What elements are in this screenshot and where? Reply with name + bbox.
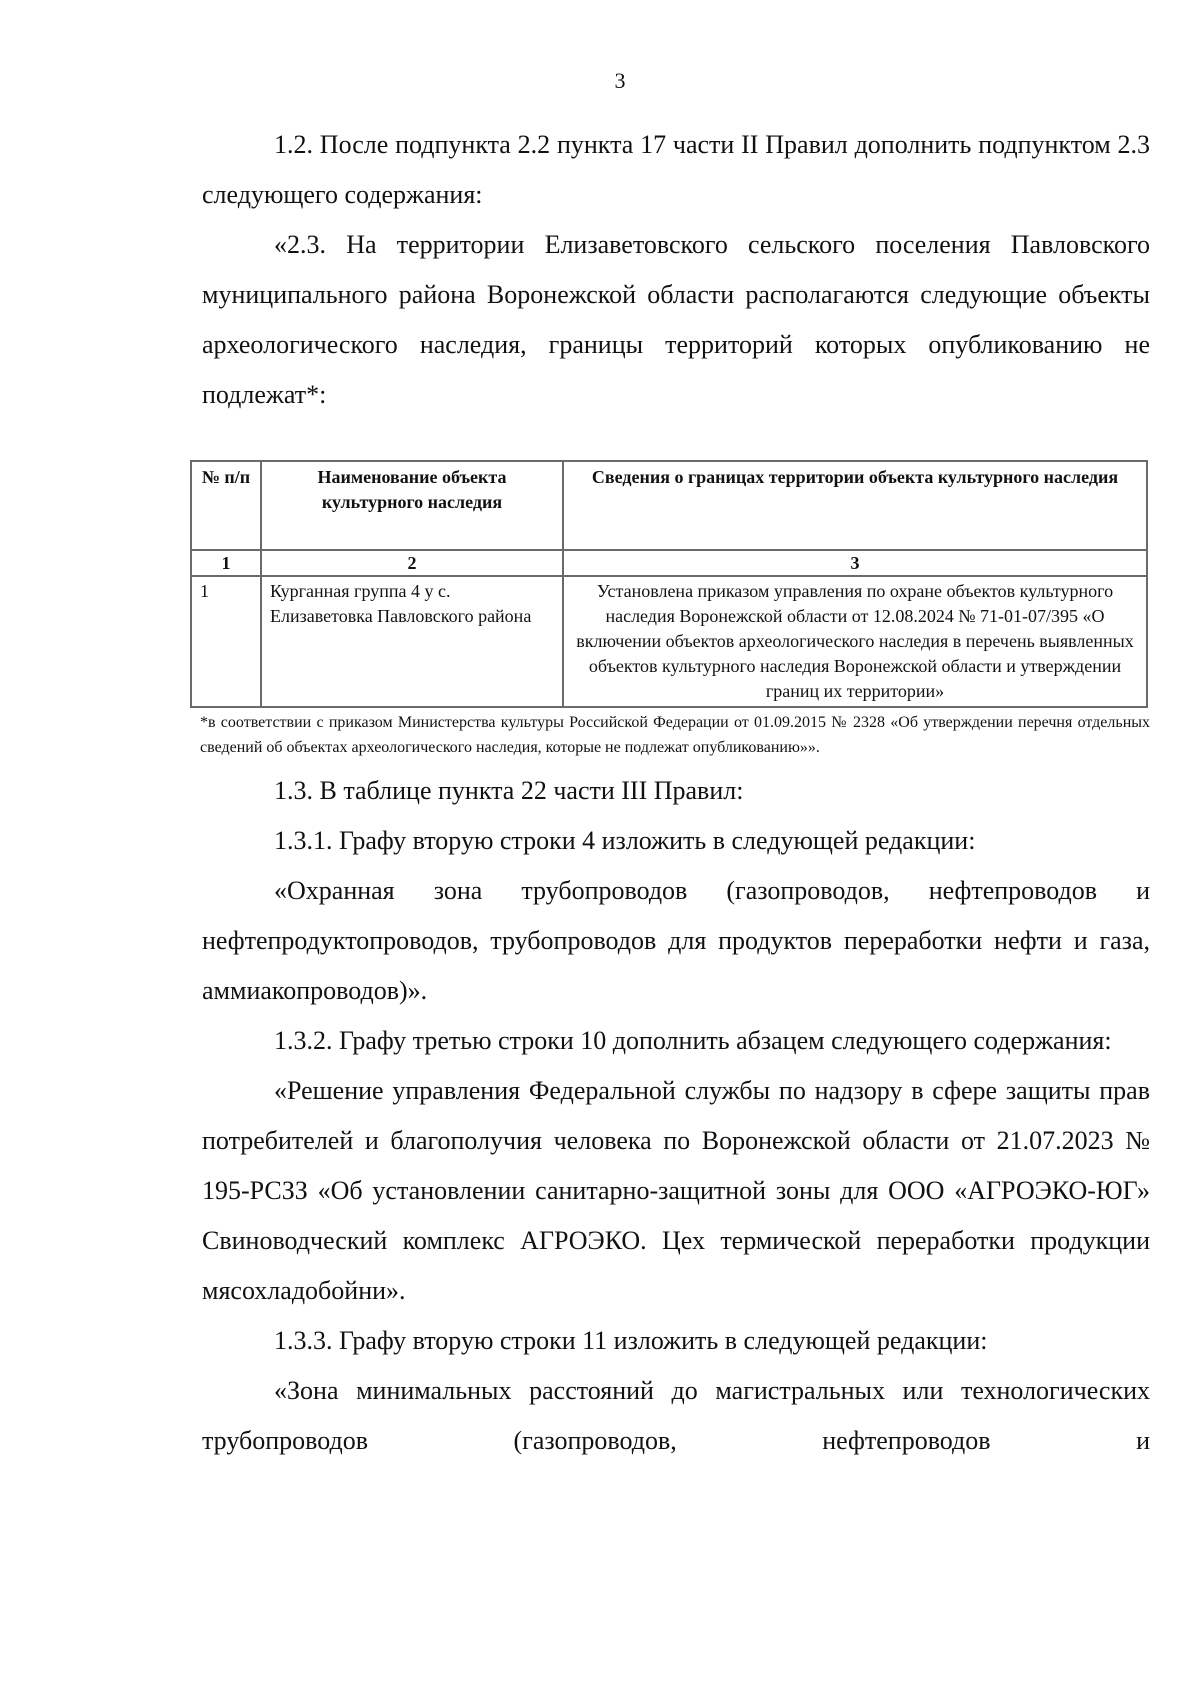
table-footnote: *в соответствии с приказом Министерства культуры Российской Федерации от 01.09.2015 № 2328 «Об утверждении перечня отдельных сведений об объектах археологического наследия, которые не подлежат опубликованию»». (200, 714, 1150, 756)
row-number: 1 (191, 576, 261, 707)
paragraph-1-3-1-quote: «Охранная зона трубопроводов (газопроводов, нефтепроводов и нефтепродуктопроводов, трубопроводов для продуктов переработки нефти и газа, аммиакопроводов)». (202, 876, 1150, 1005)
row-object-name: Курганная группа 4 у с. Елизаветовка Павловского района (261, 576, 563, 707)
column-number-2: 2 (261, 550, 563, 576)
table-header-row (191, 461, 1147, 550)
paragraph-1-2: 1.2. После подпункта 2.2 пункта 17 части II Правил дополнить подпунктом 2.3 следующего содержания: (202, 130, 1150, 209)
heritage-objects-table (190, 460, 1148, 708)
header-number: № п/п (191, 461, 261, 550)
amendments-section (202, 766, 1150, 1466)
paragraph-1-3-3: 1.3.3. Графу вторую строки 11 изложить в следующей редакции: (274, 1326, 988, 1355)
paragraph-1-3-1: 1.3.1. Графу вторую строки 4 изложить в следующей редакции: (274, 826, 976, 855)
header-boundary-info: Сведения о границах территории объекта культурного наследия (563, 461, 1147, 550)
header-object-name: Наименование объекта культурного наследия (261, 461, 563, 550)
paragraph-1-3-2: 1.3.2. Графу третью строки 10 дополнить абзацем следующего содержания: (274, 1026, 1112, 1055)
column-number-3: 3 (563, 550, 1147, 576)
paragraph-2-3-quote: «2.3. На территории Елизаветовского сельского поселения Павловского муниципального района Воронежской области располагаются следующие объекты археологического наследия, границы территорий которых опубликованию не подлежат*: (202, 230, 1150, 409)
paragraph-1-3-3-quote: «Зона минимальных расстояний до магистральных или технологических трубопроводов (газопроводов, нефтепроводов и (202, 1376, 1150, 1455)
paragraph-1-3: 1.3. В таблице пункта 22 части III Правил: (274, 776, 744, 805)
column-number-1: 1 (191, 550, 261, 576)
row-boundary-info: Установлена приказом управления по охране объектов культурного наследия Воронежской области от 12.08.2024 № 71-01-07/395 «О включении объектов археологического наследия в перечень выявленных объектов культурного наследия Воронежской области и утверждении границ их территории» (563, 576, 1147, 707)
table-row (191, 576, 1147, 707)
table-column-numbers-row (191, 550, 1147, 576)
document-body (202, 120, 1150, 1466)
page-number: 3 (614, 68, 626, 93)
paragraph-1-3-2-quote: «Решение управления Федеральной службы по надзору в сфере защиты прав потребителей и благополучия человека по Воронежской области от 21.07.2023 № 195-РСЗЗ «Об установлении санитарно-защитной зоны для ООО «АГРОЭКО-ЮГ» Свиноводческий комплекс АГРОЭКО. Цех термической переработки продукции мясохладобойни». (202, 1076, 1150, 1305)
